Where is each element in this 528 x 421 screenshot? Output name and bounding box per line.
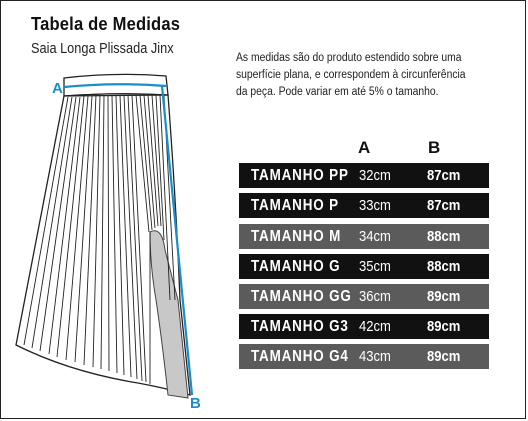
measure-a-value: 43cm (359, 349, 391, 365)
measure-b-value: 89cm (427, 349, 461, 365)
size-row (239, 254, 489, 279)
size-label: TAMANHO GG (251, 288, 352, 305)
column-header-a: A (358, 138, 371, 157)
product-name: Saia Longa Plissada Jinx (31, 41, 174, 57)
measure-a-value: 42cm (359, 319, 391, 335)
measure-b-value: 88cm (427, 259, 461, 275)
size-label: TAMANHO G4 (251, 348, 349, 365)
note-line: superfície plana, e correspondem à circunferência (236, 69, 466, 81)
size-row (239, 163, 489, 188)
measure-a-value: 34cm (359, 229, 391, 245)
size-label: TAMANHO P (251, 197, 339, 214)
size-row (239, 193, 489, 218)
marker-b-label: B (190, 395, 201, 412)
marker-a-label: A (52, 80, 63, 97)
size-label: TAMANHO G (251, 258, 341, 275)
size-row (239, 344, 489, 369)
size-label: TAMANHO M (251, 228, 342, 245)
size-label: TAMANHO PP (251, 167, 349, 184)
measure-a-value: 32cm (359, 168, 391, 184)
measure-b-value: 87cm (427, 198, 461, 214)
page-title: Tabela de Medidas (31, 14, 181, 34)
size-row (239, 224, 489, 249)
measure-a-value: 35cm (359, 259, 391, 275)
measure-b-value: 89cm (427, 319, 461, 335)
size-label: TAMANHO G3 (251, 318, 349, 335)
note-line: da peça. Pode variar em até 5% o tamanho. (236, 86, 439, 98)
size-row (239, 314, 489, 339)
measure-b-value: 89cm (427, 289, 461, 305)
pleated-skirt-illustration (0, 0, 230, 421)
measure-a-value: 33cm (359, 198, 391, 214)
measure-a-value: 36cm (359, 289, 391, 305)
size-row (239, 284, 489, 309)
column-header-b: B (428, 138, 441, 157)
measure-b-value: 88cm (427, 229, 461, 245)
note-line: As medidas são do produto estendido sobre uma (236, 52, 462, 64)
measurement-note (236, 50, 488, 101)
measure-b-value: 87cm (427, 168, 461, 184)
